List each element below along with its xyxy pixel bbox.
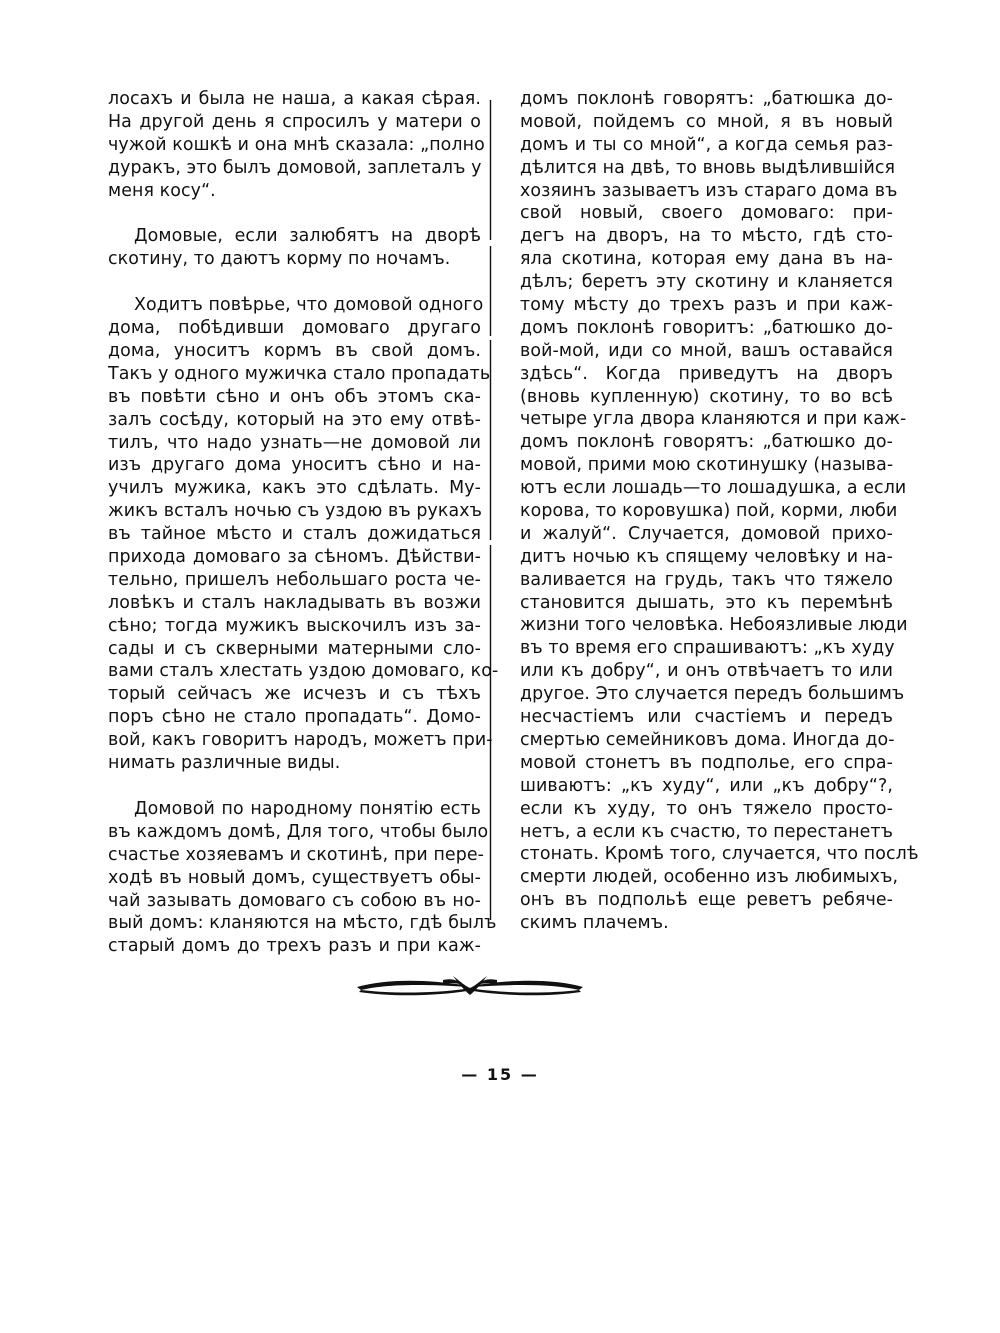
text-line: чужой кошкѣ и она мнѣ сказала: „полно: [108, 134, 485, 155]
text-line: вый домъ: кланяются на мѣсто, гдѣ былъ: [108, 913, 497, 934]
text-line: дома, побѣдивши домоваго другаго: [108, 318, 481, 339]
text-line: Ходитъ повѣрье, что домовой одного: [134, 295, 484, 316]
text-line: домъ поклонѣ говорятъ: „батюшка до-: [520, 89, 893, 109]
text-line: вой, какъ говоритъ народъ, можетъ при-: [108, 730, 493, 751]
text-line: дуракъ, это былъ домовой, заплеталъ у: [108, 157, 482, 178]
text-line: другое. Это случается передъ большимъ: [520, 684, 905, 705]
ornament-right-lower: [473, 989, 581, 995]
text-line: валивается на грудь, такъ что тяжело: [520, 569, 893, 590]
text-line: хозяинъ зазываетъ изъ стараго дома въ: [520, 180, 898, 201]
text-line: домъ и ты со мной“, а когда семья раз-: [520, 134, 893, 155]
text-line: здѣсь“. Когда приведутъ на дворъ: [520, 363, 893, 384]
text-line: На другой день я спросилъ у матери о: [108, 111, 481, 132]
text-line: несчастіемъ или счастіемъ и передъ: [520, 707, 893, 728]
text-line: училъ мужика, какъ это сдѣлать. Му-: [108, 478, 481, 499]
page-number: — 15 —: [461, 1065, 539, 1084]
text-line: въ каждомъ домѣ, Для того, чтобы было: [108, 821, 489, 842]
text-line: становится дышать, это къ перемѣнѣ: [520, 592, 893, 613]
text-line: дома, уноситъ кормъ въ свой домъ.: [108, 341, 481, 362]
paragraph-gap: [108, 202, 481, 225]
text-line: онъ въ подпольѣ еще реветъ ребяче-: [520, 890, 893, 911]
text-line: четыре угла двора кланяются и при каж-: [520, 409, 907, 430]
text-line: смертью семейниковъ дома. Иногда до-: [520, 729, 895, 750]
paragraph-gap: [108, 775, 481, 798]
text-line: дегъ на дворъ, на то мѣсто, гдѣ сто-: [520, 226, 893, 247]
text-line: жикъ всталъ ночью съ уздою въ рукахъ: [108, 501, 482, 522]
text-line: въ повѣти сѣно и онъ объ этомъ ска-: [108, 386, 481, 407]
text-line: (вновь купленную) скотину, то во всѣ: [520, 386, 893, 407]
text-line: шиваютъ: „къ худу“, или „къ добру“?,: [520, 775, 893, 796]
text-line: мовой, пойдемъ со мной, я въ новый: [520, 111, 893, 132]
text-line: счастье хозяевамъ и скотинѣ, при пере-: [108, 844, 485, 865]
text-line: домъ поклонѣ говоритъ: „батюшко до-: [520, 317, 893, 338]
text-line: поръ сѣно не стало пропадать“. Домо-: [108, 707, 481, 728]
text-line: ловѣкъ и сталъ накладывать въ возжи: [108, 592, 481, 613]
text-line: скотину, то даютъ корму по ночамъ.: [108, 249, 451, 270]
text-line: смерти людей, особенно изъ любимыхъ,: [520, 867, 899, 888]
text-line: стонать. Кромѣ того, случается, что послѣ: [520, 844, 919, 865]
text-line: дѣлится на двѣ, то вновь выдѣлившійся: [520, 157, 896, 178]
text-line: въ то время его спрашиваютъ: „къ худу: [520, 638, 895, 659]
text-line: нимать различные виды.: [108, 753, 341, 774]
text-line: Домовые, если залюбятъ на дворѣ: [134, 226, 481, 247]
right-column: [520, 88, 919, 935]
text-line: домъ поклонѣ говорятъ: „батюшко до-: [520, 432, 893, 453]
text-line: залъ сосѣду, который на это ему отвѣ-: [108, 409, 481, 430]
paragraph-gap: [108, 271, 481, 294]
text-line: сады и съ скверными матерными сло-: [108, 638, 481, 659]
text-line: вой-мой, иди со мной, вашъ оставайся: [520, 340, 893, 361]
text-line: и жалуй“. Случается, домовой прихо-: [520, 523, 893, 544]
paragraph: [520, 88, 919, 935]
text-line: жизни того человѣка. Небоязливые люди: [520, 615, 908, 636]
text-line: дитъ ночью къ спящему человѣку и на-: [520, 546, 893, 567]
text-line: яла скотина, которая ему дана въ на-: [520, 249, 893, 270]
text-line: или къ добру“, и онъ отвѣчаетъ то или: [520, 661, 893, 682]
text-line: мовой, прими мою скотинушку (называ-: [520, 455, 894, 476]
paragraph: [108, 88, 485, 202]
text-line: тельно, пришелъ небольшаго роста че-: [108, 569, 481, 590]
text-line: прихода домоваго за сѣномъ. Дѣйстви-: [108, 547, 481, 568]
ornament-left-lower: [359, 989, 467, 995]
text-line: мовой стонетъ въ подполье, его спра-: [520, 752, 893, 773]
text-line: изъ другаго дома уноситъ сѣно и на-: [108, 455, 481, 476]
text-line: дѣлъ; беретъ эту скотину и кланяется: [520, 272, 893, 293]
text-line: Такъ у одного мужичка стало пропадать: [108, 363, 491, 384]
column-divider: [489, 100, 492, 920]
paragraph: [108, 798, 497, 958]
text-line: сѣно; тогда мужикъ выскочилъ изъ за-: [108, 615, 481, 636]
text-line: лосахъ и была не наша, а какая сѣрая.: [108, 89, 481, 109]
paragraph: [108, 294, 499, 775]
text-line: свой новый, своего домоваго: при-: [520, 203, 893, 224]
text-line: скимъ плачемъ.: [520, 913, 669, 934]
text-line: чай зазывать домоваго съ собою въ но-: [108, 890, 481, 911]
text-line: меня косу“.: [108, 180, 216, 201]
text-line: тилъ, что надо узнать—не домовой ли: [108, 432, 481, 453]
text-line: тому мѣсту до трехъ разъ и при каж-: [520, 295, 893, 316]
text-line: если къ худу, то онъ тяжело просто-: [520, 798, 893, 819]
text-line: ютъ если лошадь—то лошадушка, а если: [520, 478, 907, 499]
left-column: [108, 88, 499, 958]
paragraph: [108, 225, 481, 271]
text-line: въ тайное мѣсто и сталъ дожидаться: [108, 524, 481, 545]
text-line: старый домъ до трехъ разъ и при каж-: [108, 936, 481, 957]
text-line: вами сталъ хлестать уздою домоваго, ко-: [108, 661, 499, 682]
text-line: ходѣ въ новый домъ, существуетъ обы-: [108, 867, 481, 888]
text-line: нетъ, а если къ счастю, то перестанетъ: [520, 821, 893, 842]
text-line: торый сейчасъ же исчезъ и съ тѣхъ: [108, 684, 481, 705]
ornament-divider-icon: [355, 968, 585, 1002]
text-line: корова, то коровушка) пой, корми, люби: [520, 501, 898, 522]
text-line: Домовой по народному понятію есть: [134, 798, 481, 819]
